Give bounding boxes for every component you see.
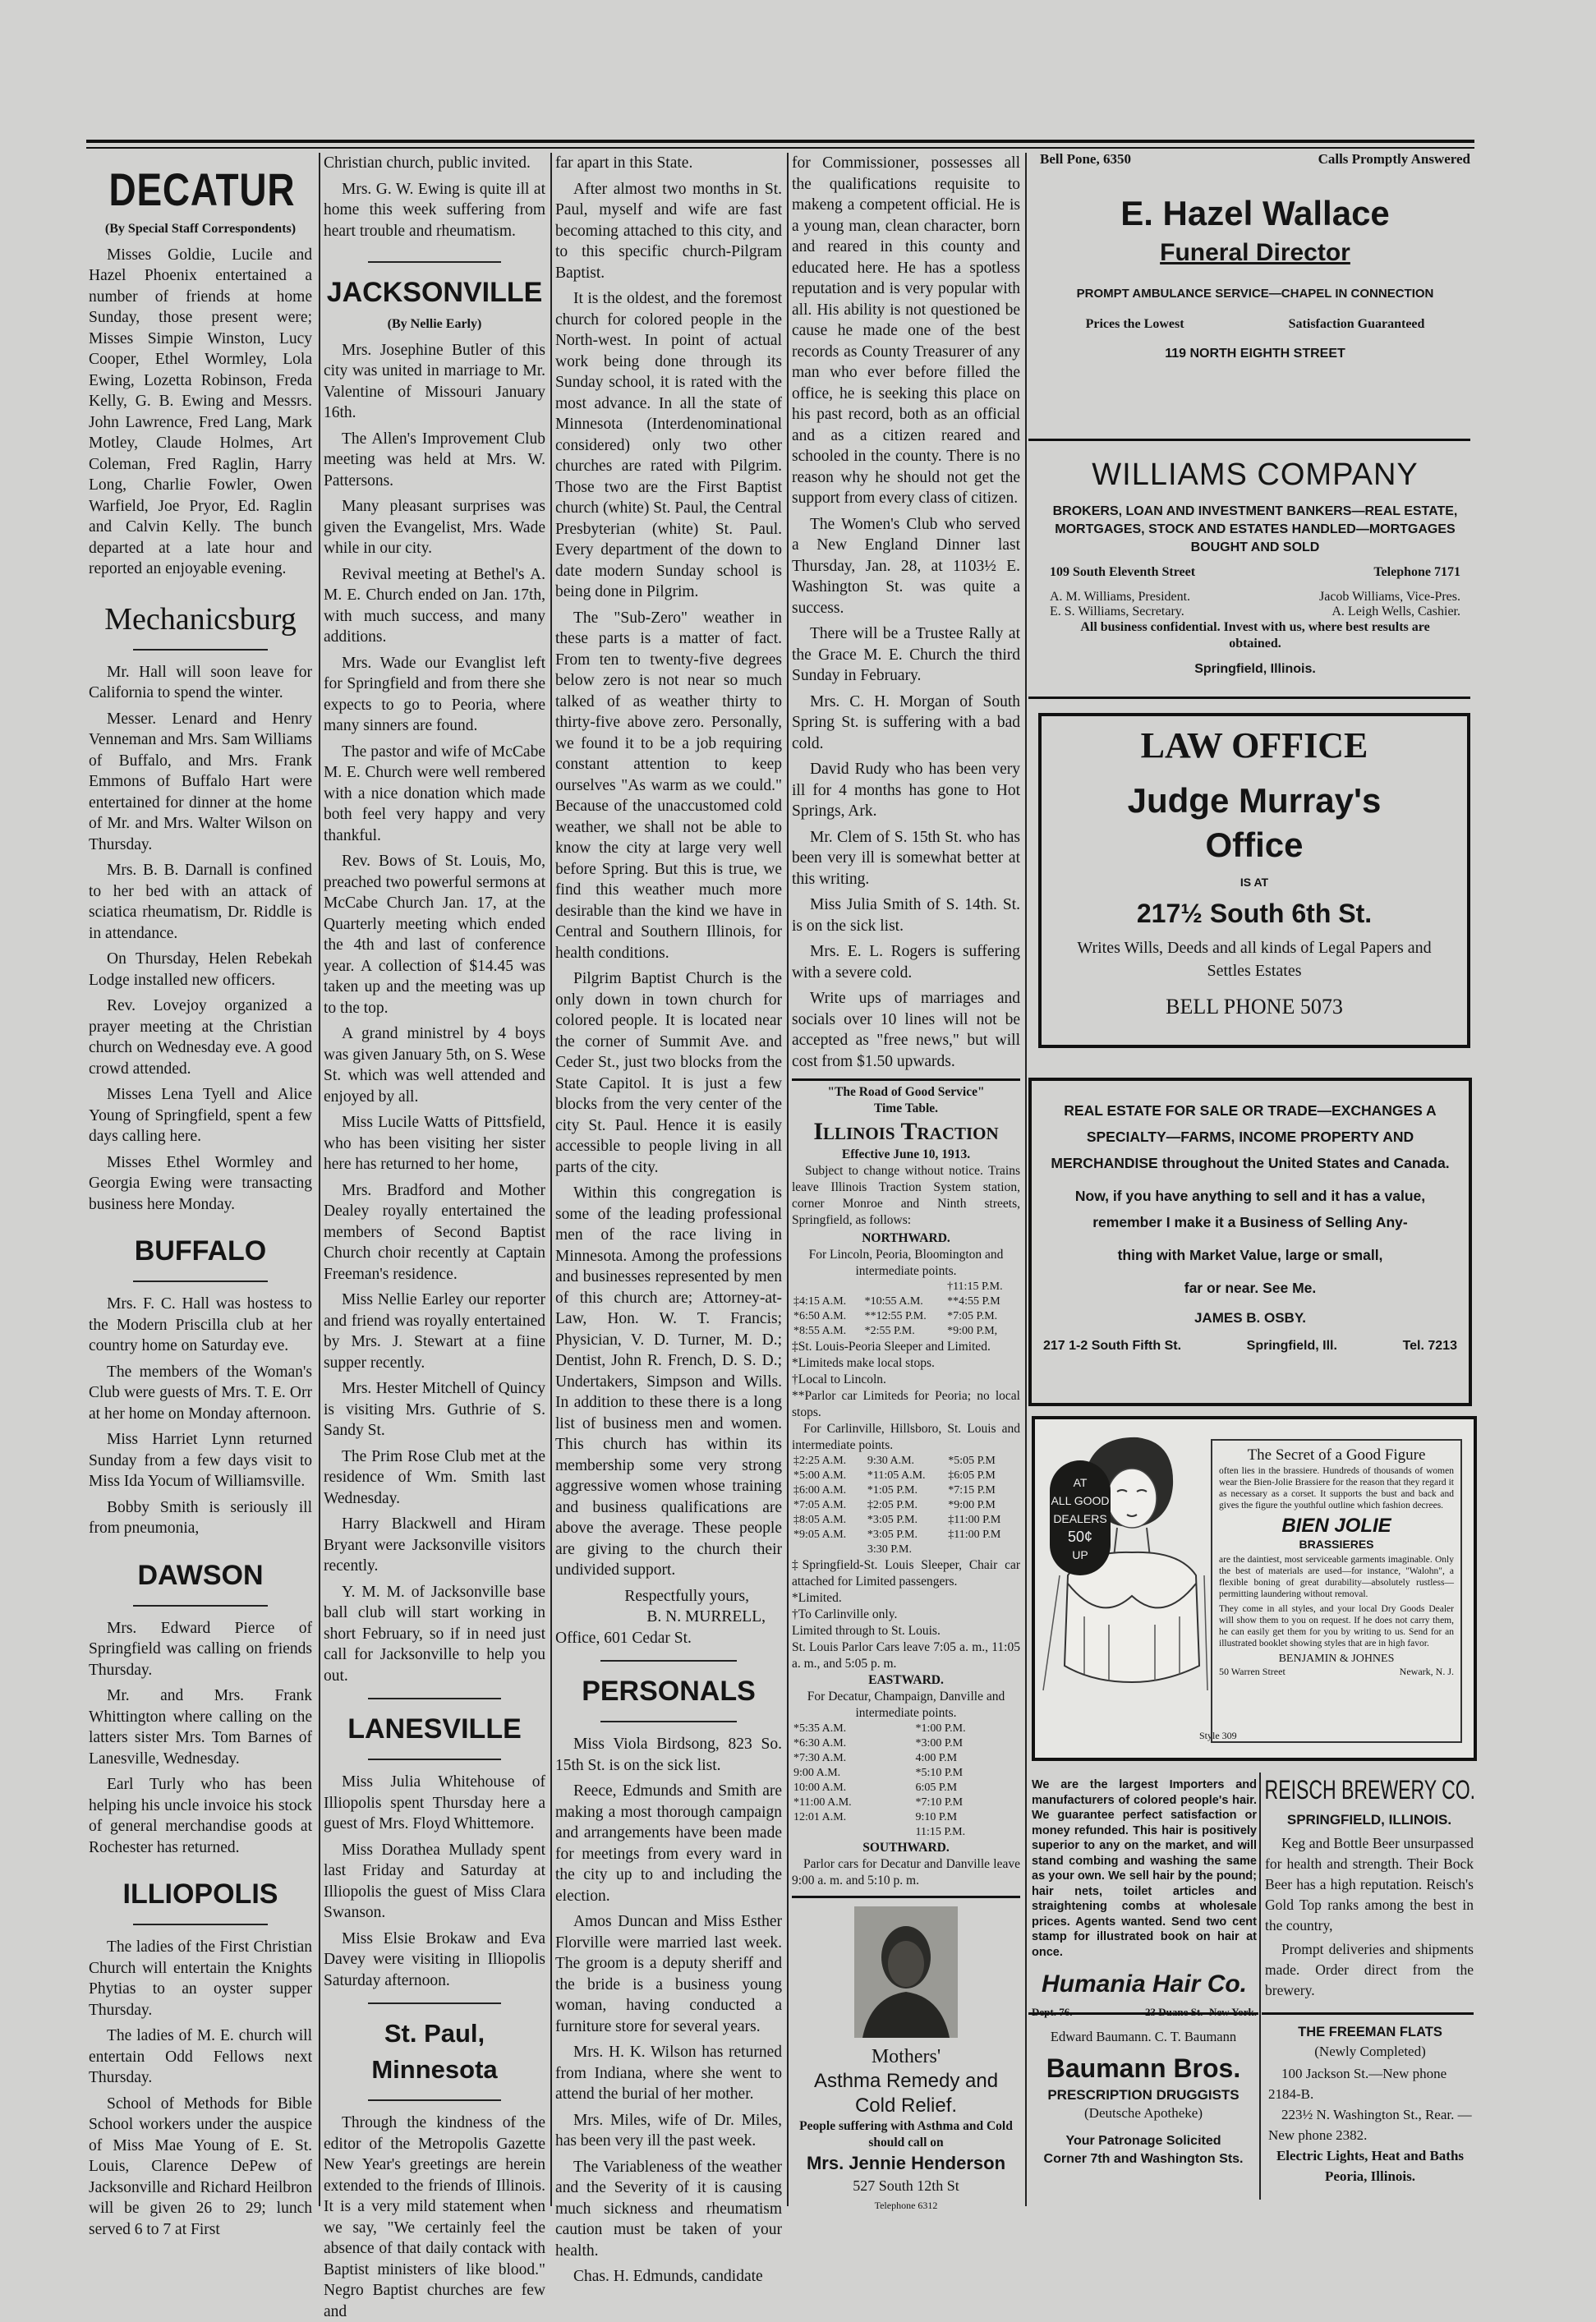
asthma-phone: Telephone 6312 bbox=[874, 2199, 938, 2211]
bien-jolie-city: Newark, N. J. bbox=[1399, 1666, 1454, 1677]
article-paragraph: Mrs. H. K. Wilson has returned from Indiana, where she went to attend the burial of her mother. bbox=[555, 2044, 782, 2103]
wallace-ad bbox=[1033, 151, 1477, 430]
article-paragraph: It is the oldest, and the foremost church for colored people in the North-west. In point of actual work being done through its Sunday school, it is rated with the most advance. In all the state of Minnesota (Interdenominational considered) only two other churches are rated with Pilgrim. Those two are the First Baptist church (white) St. Paul, the Central Presbyterian (white) St. Paul. Every department of the down to date modern Sunday school is being done in Pilgrim. bbox=[555, 290, 782, 600]
timetable-tagline: "The Road of Good Service" bbox=[827, 1085, 985, 1099]
timetable-cell: 9:00 A.M. bbox=[793, 1767, 841, 1779]
northward-table bbox=[792, 1280, 1020, 1339]
timetable-heading: Illinois Traction bbox=[813, 1118, 999, 1145]
st-paul-heading: St. Paul, Minnesota bbox=[371, 2019, 498, 2084]
timetable-cell: ‡6:05 P.M bbox=[948, 1469, 996, 1482]
ad-rule bbox=[1262, 2012, 1474, 2015]
article-paragraph: Many pleasant surprises was given the Evangelist, Mrs. Wade while in our city. bbox=[324, 498, 545, 557]
portrait-photo bbox=[854, 1906, 958, 2038]
humania-name: Humania Hair Co. bbox=[1041, 1970, 1248, 1998]
law-office-ad bbox=[1038, 713, 1470, 1048]
separator bbox=[600, 1721, 737, 1722]
williams-row1 bbox=[1050, 565, 1460, 580]
williams-ad bbox=[1033, 452, 1477, 690]
article-paragraph: Reece, Edmunds and Smith are making a most thorough campaign and arrangements have been made for meetings from every ward in the city up to and including the election. bbox=[555, 1782, 782, 1905]
bien-jolie-street: 50 Warren Street bbox=[1219, 1666, 1286, 1677]
column-rule bbox=[550, 153, 552, 2206]
article-paragraph: Pilgrim Baptist Church is the only down in town church for colored people. It is located near the corner of Summit Ave. and Ceder St., just two blocks from the State Capitol. It is just a few blocks from the very center of the city St. Paul. Hence it is easily accessible to people living in all parts of the city. bbox=[555, 970, 782, 1176]
separator bbox=[368, 1698, 501, 1699]
timetable-cell: *9:05 A.M. bbox=[793, 1529, 847, 1541]
jacksonville-heading: JACKSONVILLE bbox=[326, 277, 543, 308]
wallace-phone: Bell Pone, 6350 bbox=[1040, 151, 1131, 167]
timetable-cell: *3:00 P.M bbox=[915, 1737, 964, 1750]
bien-jolie-logo-sub: BRASSIERES bbox=[1299, 1538, 1374, 1551]
williams-row2 bbox=[1050, 590, 1460, 605]
article-paragraph: There will be a Trustee Rally at the Grace M. E. Church the third Sunday in February. bbox=[792, 625, 1020, 684]
article-paragraph: Mrs. Miles, wife of Dr. Miles, has been very ill the past week. bbox=[555, 2111, 782, 2150]
bien-jolie-logo: BIEN JOLIE bbox=[1281, 1515, 1391, 1537]
timetable-cell: **12:55 P.M. bbox=[864, 1310, 927, 1322]
bien-jolie-company: BENJAMIN & JOHNES bbox=[1278, 1653, 1395, 1665]
timetable-cell: *7:30 A.M. bbox=[793, 1752, 847, 1764]
article-paragraph: Write ups of marriages and socials over 10 lines will not be accepted as "free news," but will cost from $1.50 upwards. bbox=[792, 990, 1020, 1070]
timetable-note: ‡Springfield-St. Louis Sleeper, Chair car attached for Limited passengers. bbox=[792, 1558, 1020, 1589]
osby-see-me: far or near. See Me. bbox=[1184, 1280, 1317, 1296]
separator bbox=[133, 1281, 267, 1282]
timetable-row bbox=[792, 1528, 1020, 1543]
column-3 bbox=[555, 153, 782, 2285]
lanesville-heading: LANESVILLE bbox=[347, 1713, 522, 1745]
separator bbox=[133, 1605, 267, 1607]
osby-realestate: REAL ESTATE FOR SALE OR TRADE—EXCHANGES A SPECIALTY—FARMS, INCOME PROPERTY AND MERCHANDISE throughout the United States and Canada. bbox=[1051, 1102, 1450, 1171]
timetable-cell: *3:05 P.M. bbox=[867, 1529, 918, 1541]
timetable-cell: ‡2:25 A.M. bbox=[793, 1455, 847, 1467]
freeman-line: 100 Jackson St.—New phone 2184-B. bbox=[1268, 2066, 1447, 2102]
law-is-at: IS AT bbox=[1240, 876, 1269, 889]
asthma-name: Mrs. Jennie Henderson bbox=[806, 2153, 1006, 2173]
timetable-note: **Parlor car Limiteds for Peoria; no local stops. bbox=[792, 1389, 1020, 1419]
article-paragraph: Earl Turly who has been helping his uncle invoice his stock of general merchandise goods at Rochester has returned. bbox=[89, 1776, 312, 1856]
law-address: 217½ South 6th St. bbox=[1136, 899, 1373, 928]
badge-line: 50¢ bbox=[1067, 1529, 1093, 1545]
article-paragraph: Harry Blackwell and Hiram Bryant were Jacksonville visitors recently. bbox=[324, 1515, 545, 1575]
badge-line: DEALERS bbox=[1053, 1512, 1107, 1525]
law-services: Writes Wills, Deeds and all kinds of Legal Papers and Settles Estates bbox=[1077, 939, 1432, 980]
williams-services: BROKERS, LOAN AND INVESTMENT BANKERS—REAL ESTATE, MORTGAGES, STOCK AND ESTATES HANDLED—MORTGAGES BOUGHT AND SOLD bbox=[1052, 504, 1458, 554]
timetable-cell: 6:05 P.M bbox=[915, 1782, 958, 1794]
law-phone: BELL PHONE 5073 bbox=[1166, 995, 1343, 1018]
wallace-satisfaction: Satisfaction Guaranteed bbox=[1288, 317, 1425, 331]
separator bbox=[368, 261, 501, 263]
timetable-row bbox=[792, 1781, 1020, 1796]
timetable-cell: ‡6:00 A.M. bbox=[793, 1484, 847, 1497]
williams-secretary: E. S. Williams, Secretary. bbox=[1050, 605, 1184, 618]
article-paragraph: Miss Harriet Lynn returned Sunday from a few days visit to Miss Ida Yocum of Williamsville. bbox=[89, 1431, 312, 1490]
wallace-name: E. Hazel Wallace bbox=[1120, 194, 1390, 232]
article-paragraph: The "Sub-Zero" weather in these parts is a matter of fact. From ten to twenty-five degrees below zero is not near so much talked of as weather thirty to thirty-five above zero. Personally, we found it to be a job requiring constant attention to keep ourselves "As warm as we could." Because of the unaccustomed cold weather, we shall not be able to know the city at large very well before Spring. But this is true, we find this weather much more desirable than the kind we have in Central and Southern Illinois, for health conditions. bbox=[555, 609, 782, 962]
timetable-cell bbox=[792, 1825, 914, 1840]
column-2 bbox=[324, 153, 545, 2320]
osby-ad bbox=[1028, 1078, 1472, 1406]
asthma-line-2: Asthma Remedy and bbox=[813, 2070, 999, 2092]
eastward-heading: EASTWARD. bbox=[868, 1673, 944, 1687]
law-heading: LAW OFFICE bbox=[1140, 725, 1368, 766]
buffalo-heading: BUFFALO bbox=[134, 1235, 267, 1267]
reisch-text-2: Prompt deliveries and shipments made. Order direct from the brewery. bbox=[1265, 1941, 1474, 1998]
timetable-row bbox=[792, 1483, 1020, 1498]
baumann-ad bbox=[1028, 2029, 1258, 2209]
southward-note: Parlor cars for Decatur and Danville leave 9:00 a. m. and 5:10 p. m. bbox=[792, 1857, 1020, 1887]
jacksonville-byline: (By Nellie Early) bbox=[387, 317, 482, 331]
osby-name: JAMES B. OSBY. bbox=[1194, 1310, 1307, 1326]
timetable-cell: ‡11:00 P.M bbox=[948, 1514, 1001, 1526]
eastward-table bbox=[792, 1722, 1020, 1840]
timetable-rule bbox=[792, 1078, 1020, 1081]
article-paragraph: for Commissioner, possesses all the qualifications requisite to makeng a competent official. He is a young man, clean character, born and reared in this county and educated here. He has a spotless reputation and is very popular with all. His ability is not questioned be cause he made one of the best records as County Treasurer of any man who ever before filled the office, he is seeking this place on his past record, both as an official and as a citizen reared and schooled in the county. There is no reason why he should not get the support from every class of citizen. bbox=[792, 154, 1020, 507]
article-paragraph: Mr. Clem of S. 15th St. who has been very ill is somewhat better at this writing. bbox=[792, 828, 1020, 888]
timetable-note: †Local to Lincoln. bbox=[792, 1373, 886, 1386]
timetable-cell bbox=[863, 1280, 945, 1294]
timetable-cell: **4:55 P.M bbox=[947, 1295, 1000, 1308]
article-paragraph: Within this congregation is some of the leading professional men of the race living in Minnesota. Among the professions and businesses represented by men of this church are; Attorney-at-Law, Hon. W. T. Francis; Physician, V. D. Turner, M. D.; Dentist, John R. French, D. S. D.; Undertakers, Simpson and Wills. In addition to these there is a long list of business men and women. This church has within its membership some very strong aggressive women whose training and business qualifications are above the average. These people are giving to the church their undivided support. bbox=[555, 1184, 782, 1579]
ad-rule bbox=[1028, 2012, 1258, 2015]
wallace-address: 119 NORTH EIGHTH STREET bbox=[1165, 347, 1345, 361]
timetable-cell: *6:30 A.M. bbox=[793, 1737, 847, 1750]
wallace-row bbox=[1033, 317, 1477, 332]
timetable-cell: *7:10 P.M bbox=[915, 1796, 964, 1809]
timetable-cell: *5:00 A.M. bbox=[793, 1469, 847, 1482]
freeman-completed: (Newly Completed) bbox=[1314, 2044, 1426, 2059]
column-rule bbox=[787, 153, 789, 2206]
article-paragraph: Mrs. Edward Pierce of Springfield was calling on friends Thursday. bbox=[89, 1619, 312, 1679]
article-paragraph: Y. M. M. of Jacksonville base ball club will start working in short February, so if in need just call for Jacksonville to help you out. bbox=[324, 1583, 545, 1685]
wallace-title: Funeral Director bbox=[1160, 239, 1350, 266]
timetable-cell: *5:35 A.M. bbox=[793, 1722, 847, 1735]
article-paragraph: Mrs. Wade our Evanglist left for Springfield and from there she expects to go to Peoria, where many sinners are found. bbox=[324, 654, 545, 734]
timetable-effective: Effective June 10, 1913. bbox=[841, 1147, 971, 1161]
southward-table bbox=[792, 1454, 1020, 1557]
timetable-cell: *5:05 P.M bbox=[948, 1455, 996, 1467]
wallace-services: PROMPT AMBULANCE SERVICE—CHAPEL IN CONNECTION bbox=[1076, 287, 1434, 301]
timetable-row bbox=[792, 1469, 1020, 1483]
badge-line: UP bbox=[1072, 1548, 1088, 1561]
timetable-cell: 3:30 P.M. bbox=[867, 1543, 912, 1556]
reisch-city: SPRINGFIELD, ILLINOIS. bbox=[1286, 1812, 1452, 1828]
baumann-apotheke: (Deutsche Apotheke) bbox=[1084, 2105, 1203, 2121]
timetable-cell bbox=[792, 1280, 863, 1294]
freeman-name: THE FREEMAN FLATS bbox=[1298, 2025, 1442, 2039]
article-paragraph: Mrs. G. W. Ewing is quite ill at home this week suffering from heart trouble and rheumatism. bbox=[324, 180, 545, 240]
bien-jolie-ad bbox=[1032, 1416, 1477, 1761]
article-paragraph: Miss Julia Whitehouse of Illiopolis spent Thursday here a guest of Mrs. Floyd Whittemore. bbox=[324, 1773, 545, 1832]
timetable-cell: *1:00 P.M. bbox=[915, 1722, 966, 1735]
ad-rule bbox=[1028, 697, 1470, 699]
osby-address-row bbox=[1043, 1339, 1457, 1354]
osby-value: thing with Market Value, large or small, bbox=[1117, 1247, 1383, 1263]
separator bbox=[133, 649, 267, 651]
williams-address: 109 South Eleventh Street bbox=[1050, 565, 1196, 579]
article-paragraph: School of Methods for Bible School workers under the auspice of Miss Mae Young of E. St. Louis, Clarence DePew of Jacksonville and Richard Heilbron will be given 26 to 29; lunch served 6 to 7 at First bbox=[89, 2094, 312, 2238]
article-paragraph: A grand ministrel by 4 boys was given January 5th, on S. Wese St. which was well attended and enjoyed by all. bbox=[324, 1025, 545, 1106]
timetable-cell: *5:10 P.M bbox=[915, 1767, 964, 1779]
timetable-row bbox=[792, 1294, 1020, 1309]
article-paragraph: The Prim Rose Club met at the residence of Wm. Smith last Wednesday. bbox=[324, 1447, 545, 1507]
asthma-line-3: Cold Relief. bbox=[854, 2094, 958, 2117]
timetable-row bbox=[792, 1498, 1020, 1513]
wallace-topline bbox=[1033, 151, 1477, 168]
southward-heading: SOUTHWARD. bbox=[862, 1841, 950, 1855]
timetable-cell: 11:15 P.M. bbox=[915, 1826, 966, 1838]
asthma-line-4: People suffering with Asthma and Cold should call on bbox=[799, 2119, 1013, 2150]
article-paragraph: The Variableness of the weather and the Severity of it is causing much sickness and rheumatism caution must be taken of your health. bbox=[555, 2158, 782, 2260]
signature-line: Respectfully yours, bbox=[624, 1587, 749, 1605]
reisch-text: Keg and Bottle Beer unsurpassed for health and strength. Their Bock Beer has a high reputation. Reisch's Gold Top ranks among the best in the country, bbox=[1265, 1835, 1474, 1933]
williams-cashier: A. Leigh Wells, Cashier. bbox=[1332, 605, 1460, 618]
osby-address: 217 1-2 South Fifth St. bbox=[1043, 1339, 1182, 1353]
timetable-intro: Subject to change without notice. Trains leave Illinois Traction System station, corner Monroe and Ninth streets, Springfield, as follows: bbox=[792, 1164, 1020, 1227]
timetable-cell: 10:00 A.M. bbox=[793, 1782, 847, 1794]
osby-city: Springfield, Ill. bbox=[1246, 1339, 1337, 1353]
decatur-byline: (By Special Staff Correspondents) bbox=[104, 222, 297, 236]
article-paragraph: Mrs. F. C. Hall was hostess to the Modern Priscilla club at her country home on Saturday eve. bbox=[89, 1295, 312, 1354]
timetable-row bbox=[792, 1810, 1020, 1825]
timetable-cell: *9:00 P.M, bbox=[947, 1325, 998, 1337]
timetable-cell: 9:10 P.M bbox=[915, 1811, 958, 1823]
article-paragraph: The members of the Woman's Club were guests of Mrs. T. E. Orr at her home on Monday afternoon. bbox=[89, 1363, 312, 1423]
article-paragraph: Mrs. Hester Mitchell of Quincy is visiting Mrs. Guthrie of S. Sandy St. bbox=[324, 1380, 545, 1439]
law-judge: Judge Murray's bbox=[1127, 781, 1382, 820]
freeman-line: 223½ N. Washington St., Rear. —New phone 2382. bbox=[1268, 2107, 1472, 2143]
asthma-line-1: Mothers' bbox=[871, 2046, 941, 2067]
baumann-solicited: Your Patronage Solicited bbox=[1065, 2134, 1221, 2148]
article-paragraph: Misses Ethel Wormley and Georgia Ewing were transacting business here Monday. bbox=[89, 1153, 312, 1213]
dealers-badge bbox=[1050, 1460, 1111, 1575]
williams-vice-president: Jacob Williams, Vice-Pres. bbox=[1319, 590, 1460, 604]
timetable-note: *Limited. bbox=[792, 1591, 842, 1605]
ad-rule bbox=[792, 1896, 1020, 1898]
timetable-row bbox=[792, 1309, 1020, 1324]
baumann-name: Baumann Bros. bbox=[1046, 2053, 1241, 2083]
article-paragraph: Messer. Lenard and Henry Venneman and Mrs. Sam Williams of Buffalo, and Mrs. Frank Emmons of Buffalo Hart were entertained for dinner at the home of Mr. and Mrs. Walter Wilson on Thursday. bbox=[89, 710, 312, 853]
timetable-cell bbox=[792, 1543, 866, 1557]
timetable-cell: 4:00 P.M bbox=[915, 1752, 958, 1764]
bien-jolie-heading: The Secret of a Good Figure bbox=[1247, 1446, 1426, 1464]
badge-line: ALL GOOD bbox=[1051, 1494, 1110, 1507]
column-rule bbox=[319, 153, 320, 2206]
article-paragraph: The ladies of the First Christian Church will entertain the Knights Phytias to an oyster supper Thursday. bbox=[89, 1938, 312, 2019]
williams-row3 bbox=[1050, 605, 1460, 619]
southward-sub: For Carlinville, Hillsboro, St. Louis and intermediate points. bbox=[792, 1422, 1020, 1452]
williams-telephone: Telephone 7171 bbox=[1373, 565, 1460, 579]
freeman-flats-ad bbox=[1268, 2022, 1472, 2203]
eastward-sub: For Decatur, Champaign, Danville and intermediate points. bbox=[807, 1690, 1005, 1720]
separator bbox=[133, 1924, 267, 1925]
personals-heading: PERSONALS bbox=[582, 1676, 756, 1707]
article-paragraph: Miss Nellie Earley our reporter and friend was royally entertained by Mrs. J. Stewart at a fiine supper recently. bbox=[324, 1291, 545, 1372]
article-paragraph: Mrs. C. H. Morgan of South Spring St. is suffering with a bad cold. bbox=[792, 692, 1020, 752]
article-paragraph: The Women's Club who served a New England Dinner last Thursday, Jan. 28, at 1103½ E. Washington St. was quite a success. bbox=[792, 515, 1020, 617]
timetable-cell: *6:50 A.M. bbox=[793, 1310, 847, 1322]
article-paragraph: Amos Duncan and Miss Esther Florville were married last week. The groom is a deputy sheriff and the bride is a business young woman, having conducted a furniture store for several years. bbox=[555, 1913, 782, 2035]
illiopolis-heading: ILLIOPOLIS bbox=[122, 1878, 278, 1910]
baumann-druggists: PRESCRIPTION DRUGGISTS bbox=[1047, 2087, 1240, 2103]
williams-city: Springfield, Illinois. bbox=[1194, 662, 1316, 676]
timetable-cell: *9:00 P.M bbox=[948, 1499, 996, 1511]
style-label: Style 309 bbox=[1199, 1730, 1237, 1741]
wallace-calls: Calls Promptly Answered bbox=[1318, 151, 1470, 167]
article-paragraph: Chas. H. Edmunds, candidate bbox=[573, 2268, 763, 2285]
ad-divider bbox=[1259, 1773, 1261, 2200]
article-paragraph: David Rudy who has been very ill for 4 months has gone to Hot Springs, Ark. bbox=[792, 761, 1020, 820]
timetable-cell: *7:05 A.M. bbox=[793, 1499, 847, 1511]
timetable-row bbox=[792, 1796, 1020, 1810]
dawson-heading: DAWSON bbox=[137, 1559, 264, 1591]
timetable-row bbox=[792, 1825, 1020, 1840]
timetable-cell: *2:55 P.M. bbox=[864, 1325, 915, 1337]
top-rule bbox=[86, 140, 1474, 143]
timetable-note: *Limiteds make local stops. bbox=[792, 1356, 935, 1370]
mechanicsburg-heading: Mechanicsburg bbox=[104, 601, 297, 637]
article-paragraph: Miss Julia Smith of S. 14th. St. is on the sick list. bbox=[792, 896, 1020, 935]
bien-jolie-text-1: often lies in the brassiere. Hundreds of thousands of women wear the Bien-Jolie Brassiere for the reason that they regard it as necessary as a corset. It supports the bust and back and gives the figure the youthful outline which fashion decrees. bbox=[1219, 1466, 1454, 1510]
timetable-row bbox=[792, 1543, 1020, 1557]
bien-jolie-text-2: are the daintiest, most serviceable garments imaginable. Only the best of materials are used—for instance, "Walohn", a flexible boning of great durability—absolutely rustless—permitting laundering without removal. bbox=[1219, 1555, 1454, 1599]
timetable-cell: *11:00 A.M. bbox=[793, 1796, 852, 1809]
article-paragraph: Mrs. Bradford and Mother Dealey royally entertained the members of Second Baptist Church choir recently at Captain Freeman's residence. bbox=[324, 1181, 545, 1283]
timetable-cell: *3:05 P.M. bbox=[867, 1514, 918, 1526]
article-paragraph: Mr. and Mrs. Frank Whittington where calling on the latters sister Mrs. Tom Barnes of Lanesville, Wednesday. bbox=[89, 1687, 312, 1768]
timetable-cell: *7:15 P.M bbox=[948, 1484, 996, 1497]
timetable-cell: ‡11:00 P.M bbox=[948, 1529, 1001, 1541]
timetable-row bbox=[792, 1324, 1020, 1339]
timetable-cell: *11:05 A.M. bbox=[867, 1469, 926, 1482]
timetable-note: †To Carlinville only. bbox=[792, 1607, 898, 1621]
signature-name: B. N. MURRELL, bbox=[646, 1608, 766, 1625]
badge-line: AT bbox=[1073, 1476, 1088, 1489]
osby-sell: Now, if you have anything to sell and it has a value, remember I make it a Business of Selling Any- bbox=[1074, 1188, 1426, 1230]
separator bbox=[368, 2002, 501, 2004]
timetable-row bbox=[792, 1722, 1020, 1736]
article-paragraph: Miss Lucile Watts of Pittsfield, who has been visiting her sister here has returned to her home, bbox=[324, 1114, 545, 1173]
humania-ad bbox=[1032, 1777, 1257, 1998]
timetable-row bbox=[792, 1454, 1020, 1469]
article-paragraph: Through the kindness of the editor of the Metropolis Gazette New Year's greetings are herein extended to the friends of Illinois. It is a very mild statement when we say, "We certainly feel the absence of that daily contack with Baptist ministers of like blood." Negro Baptist churches are few and bbox=[324, 2114, 545, 2320]
timetable-cell: ‡4:15 A.M. bbox=[793, 1295, 847, 1308]
article-paragraph: The ladies of M. E. church will entertain Odd Fellows next Thursday. bbox=[89, 2027, 312, 2086]
timetable-cell: *8:55 A.M. bbox=[793, 1325, 847, 1337]
article-paragraph: Miss Dorathea Mullady spent last Friday and Saturday at Illiopolis the guest of Miss Clara Swanson. bbox=[324, 1841, 545, 1921]
article-paragraph: Revival meeting at Bethel's A. M. E. Church ended on Jan. 17th, with much success, and many additions. bbox=[324, 565, 545, 646]
wallace-prices: Prices the Lowest bbox=[1085, 317, 1184, 331]
timetable-cell: ‡8:05 A.M. bbox=[793, 1514, 847, 1526]
separator bbox=[368, 2099, 501, 2101]
article-paragraph: After almost two months in St. Paul, myself and wife are fast becoming attached to this city, and to this specific church-Pilgram Baptist. bbox=[555, 180, 782, 282]
osby-tel: Tel. 7213 bbox=[1402, 1339, 1457, 1353]
article-paragraph: Mr. Hall will soon leave for California to spend the winter. bbox=[89, 663, 312, 701]
timetable-row bbox=[792, 1736, 1020, 1751]
timetable-row bbox=[792, 1513, 1020, 1528]
portrait-image bbox=[854, 1906, 958, 2038]
bien-jolie-address-row bbox=[1219, 1666, 1454, 1678]
article-paragraph: Christian church, public invited. bbox=[324, 154, 531, 172]
williams-confidential: All business confidential. Invest with us, where best results are obtained. bbox=[1080, 620, 1430, 651]
williams-president: A. M. Williams, President. bbox=[1050, 590, 1191, 604]
bien-jolie-text-box bbox=[1211, 1439, 1462, 1743]
article-paragraph: Miss Viola Birdsong, 823 So. 15th St. is on the sick list. bbox=[555, 1736, 782, 1774]
timetable-row bbox=[792, 1751, 1020, 1766]
article-paragraph: Mrs. B. B. Darnall is confined to her bed with an attack of sciatica rheumatism, Dr. Riddle is in attendance. bbox=[89, 862, 312, 942]
asthma-address: 527 South 12th St bbox=[853, 2177, 959, 2194]
humania-text: We are the largest Importers and manufacturers of colored people's hair. We guarantee perfect satisfaction or money refunded. This hair is positively superior to any on the market, and will stand combing and washing the same as your own. We sell hair by the pound; hair nets, toilet articles and straightening combs at wholesale prices. Agents wanted. Send two cent stamp for illustrated book on hair at once. bbox=[1032, 1778, 1257, 1959]
freeman-line: Electric Lights, Heat and Baths Peoria, Illinois. bbox=[1276, 2148, 1465, 2184]
law-office: Office bbox=[1205, 825, 1304, 864]
timetable-cell: 12:01 A.M. bbox=[793, 1811, 847, 1823]
article-paragraph: Bobby Smith is seriously ill from pneumonia, bbox=[89, 1498, 312, 1537]
article-paragraph: On Thursday, Helen Rebekah Lodge installed new officers. bbox=[89, 950, 312, 989]
timetable-row bbox=[792, 1766, 1020, 1781]
timetable-note: St. Louis Parlor Cars leave 7:05 a. m., 11:05 a. m., and 5:05 p. m. bbox=[792, 1640, 1020, 1671]
article-paragraph: Mrs. E. L. Rogers is suffering with a severe cold. bbox=[792, 943, 1020, 982]
article-paragraph: The Allen's Improvement Club meeting was held at Mrs. W. Pattersons. bbox=[324, 430, 545, 490]
decatur-heading: DECATUR bbox=[108, 163, 296, 215]
article-paragraph: Misses Lena Tyell and Alice Young of Springfield, spent a few days calling here. bbox=[89, 1086, 312, 1145]
timetable-note: ‡St. Louis-Peoria Sleeper and Limited. bbox=[792, 1340, 991, 1354]
ad-rule bbox=[1028, 439, 1470, 441]
timetable-cell: ‡2:05 P.M. bbox=[867, 1499, 918, 1511]
column-rule bbox=[1025, 153, 1027, 2206]
timetable-cell: †11:15 P.M. bbox=[947, 1281, 1003, 1293]
northward-sub: For Lincoln, Peoria, Bloomington and intermediate points. bbox=[808, 1248, 1004, 1278]
timetable-cell bbox=[946, 1543, 1020, 1557]
timetable-note: Limited through to St. Louis. bbox=[792, 1624, 941, 1638]
column-1 bbox=[89, 153, 312, 2238]
article-paragraph: Rev. Lovejoy organized a prayer meeting at the Christian church on Wednesday eve. A good crowd attended. bbox=[89, 997, 312, 1078]
timetable-cell: *1:05 P.M. bbox=[867, 1484, 918, 1497]
reisch-name: REISCH BREWERY CO. bbox=[1264, 1775, 1476, 1805]
article-paragraph: far apart in this State. bbox=[555, 154, 693, 172]
top-rule-thin bbox=[86, 147, 1474, 149]
baumann-corner: Corner 7th and Washington Sts. bbox=[1043, 2152, 1244, 2166]
timetable-cell: *7:05 P.M. bbox=[947, 1310, 998, 1322]
reisch-ad bbox=[1264, 1773, 1476, 1998]
separator bbox=[600, 1660, 737, 1662]
timetable-row bbox=[792, 1280, 1020, 1294]
bien-jolie-text-3: They come in all styles, and your local Dry Goods Dealer will show them to you on request. If he does not carry them, he can easily get them for you by writing to us. Send for an illustrated booklet showing styles that are in high favor. bbox=[1219, 1604, 1454, 1648]
williams-name: WILLIAMS COMPANY bbox=[1092, 458, 1419, 492]
northward-heading: NORTHWARD. bbox=[862, 1231, 950, 1245]
article-paragraph: Mrs. Josephine Butler of this city was united in marriage to Mr. Valentine of Missouri January 16th. bbox=[324, 341, 545, 421]
baumann-owners: Edward Baumann. C. T. Baumann bbox=[1050, 2029, 1237, 2044]
timetable-subtitle: Time Table. bbox=[873, 1101, 939, 1115]
column-4 bbox=[792, 153, 1020, 2211]
article-paragraph: Misses Goldie, Lucile and Hazel Phoenix entertained a number of friends at home Sunday, those present were; Misses Simpie Winston, Lucy Cooper, Ethel Wormley, Lola Ewing, Lozetta Robinson, Freda Kelly, G. B. Ewing and Messrs. John Lawrence, Fred Lang, Mark Motley, Claude Holmes, Art Coleman, Fred Raglin, Harry Long, Charlie Fowler, Owen Warfield, Joe Pryor, Ed. Raglin and Calvin Kelly. The bunch departed at a late hour and reported an enjoyable evening. bbox=[89, 246, 312, 577]
article-paragraph: The pastor and wife of McCabe M. E. Church were well rembered with a nice donation which made both feel very happy and very thankful. bbox=[324, 743, 545, 844]
signature-office: Office, 601 Cedar St. bbox=[555, 1629, 692, 1647]
article-paragraph: Rev. Bows of St. Louis, Mo, preached two powerful sermons at McCabe Church Jan. 17, at the Quarterly meeting which ended the 4th and last of conference year. A collection of $14.45 was taken up and the meeting was up to the top. bbox=[324, 853, 545, 1017]
article-paragraph: Miss Elsie Brokaw and Eva Davey were visiting in Illiopolis Saturday afternoon. bbox=[324, 1929, 545, 1989]
timetable-cell: *10:55 A.M. bbox=[864, 1295, 923, 1308]
timetable-cell: 9:30 A.M. bbox=[867, 1455, 915, 1467]
separator bbox=[368, 1759, 501, 1760]
